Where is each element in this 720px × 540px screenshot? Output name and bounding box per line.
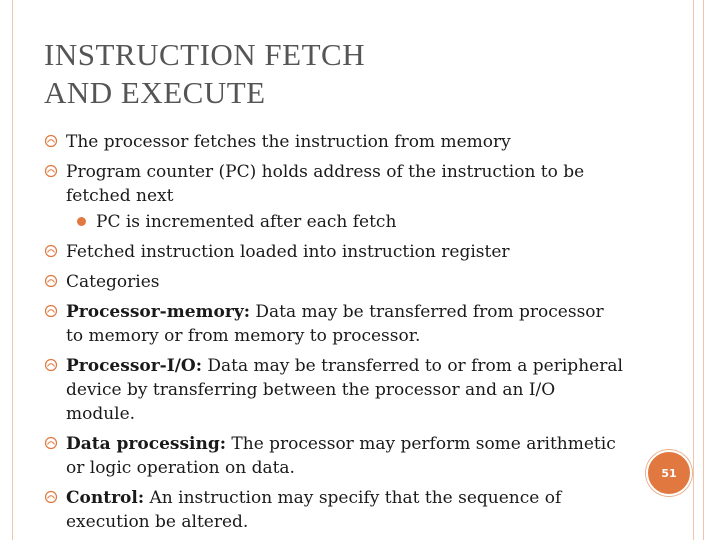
item-text: PC is incremented after each fetch — [96, 212, 397, 232]
item-term: Control: — [66, 488, 145, 508]
item-text: The processor fetches the instruction from memory — [66, 132, 511, 152]
item-text: An instruction may specify that the sequence of execution be altered. — [66, 488, 562, 532]
list-item — [44, 354, 624, 426]
bullet-icon — [44, 490, 58, 504]
slide-border-left — [12, 0, 13, 540]
slide-title — [44, 36, 365, 112]
bullet-icon — [44, 164, 58, 178]
list-item — [44, 240, 624, 264]
item-text: Data may be transferred to or from a peripheral device by transferring between the processor and an I/O module. — [66, 356, 623, 424]
item-text: Program counter (PC) holds address of the instruction to be fetched next — [66, 162, 585, 206]
item-text: Data may be transferred from processor to memory or from memory to processor. — [66, 302, 604, 346]
bullet-icon — [44, 274, 58, 288]
item-text: Fetched instruction loaded into instruction register — [66, 242, 510, 262]
bullet-icon — [44, 436, 58, 450]
bullet-list — [44, 130, 624, 540]
title-line-1: INSTRUCTION FETCH — [44, 37, 366, 72]
bullet-icon — [44, 244, 58, 258]
list-item — [44, 300, 624, 348]
item-text: The processor may perform some arithmetic or logic operation on data. — [66, 434, 616, 478]
list-item — [44, 130, 624, 154]
title-line-2: AND EXECUTE — [44, 75, 266, 110]
bullet-icon — [44, 358, 58, 372]
sub-list-item — [44, 210, 624, 234]
list-item — [44, 432, 624, 480]
slide-border-right-inner — [693, 0, 694, 540]
list-item — [44, 160, 624, 208]
item-text: Categories — [66, 272, 160, 292]
list-item — [44, 486, 624, 534]
bullet-icon — [44, 304, 58, 318]
bullet-icon — [44, 134, 58, 148]
item-term: Processor-I/O: — [66, 356, 202, 376]
list-item — [44, 270, 624, 294]
item-term: Data processing: — [66, 434, 227, 454]
item-term: Processor-memory: — [66, 302, 250, 322]
filled-bullet-icon — [76, 216, 87, 227]
page-number-badge: 51 — [646, 450, 692, 496]
slide-border-right-outer — [703, 0, 704, 540]
